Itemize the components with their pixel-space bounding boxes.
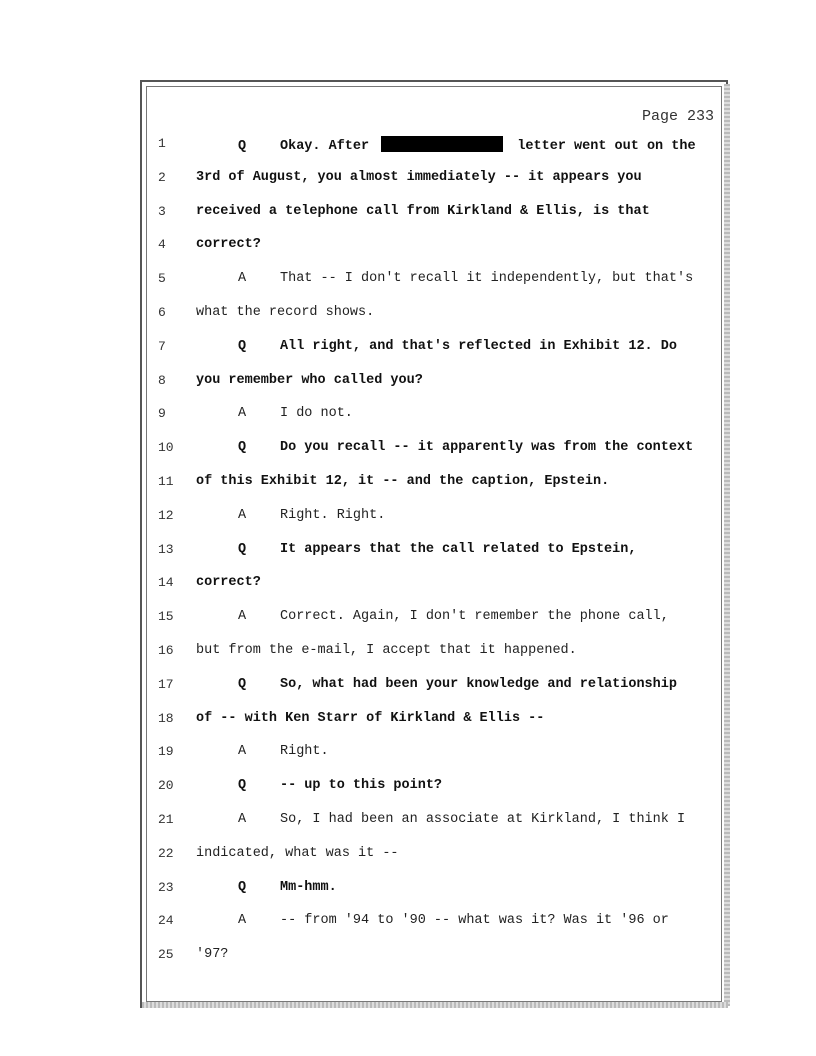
line-content: Do you recall -- it apparently was from the context	[280, 440, 694, 456]
line-number: 16	[158, 643, 174, 658]
line-number: 22	[158, 845, 174, 861]
line-number: 23	[158, 879, 174, 895]
speaker-label: A	[238, 812, 247, 827]
line-text	[238, 508, 385, 523]
line-number: 15	[158, 609, 174, 625]
line-content: received a telephone call from Kirkland & Ellis, is that	[196, 203, 650, 219]
line-number: 11	[158, 474, 174, 489]
line-content: of -- with Ken Starr of Kirkland & Ellis --	[196, 710, 545, 726]
line-number: 18	[158, 710, 174, 726]
line-text	[196, 947, 228, 962]
transcript-line	[0, 677, 816, 697]
transcript-line	[0, 913, 816, 933]
line-number: 4	[158, 237, 166, 253]
line-text	[238, 406, 353, 421]
transcript-line	[0, 305, 816, 325]
line-text	[238, 440, 693, 455]
line-content: All right, and that's reflected in Exhibit 12. Do	[280, 338, 677, 354]
line-content: Right.	[280, 744, 329, 760]
line-text	[238, 542, 636, 557]
transcript-line	[0, 643, 816, 663]
line-text-part: Okay. After	[280, 139, 378, 154]
line-number: 12	[158, 507, 174, 523]
line-number: 13	[158, 541, 174, 557]
transcript-line	[0, 744, 816, 764]
line-number: 3	[158, 203, 166, 219]
line-text	[196, 373, 423, 388]
speaker-label: A	[238, 913, 247, 929]
line-text	[196, 846, 399, 861]
line-text	[238, 913, 669, 928]
speaker-label: A	[238, 609, 247, 625]
line-number: 10	[158, 440, 174, 456]
line-number: 2	[158, 169, 166, 185]
transcript-line	[0, 508, 816, 528]
transcript-line	[0, 880, 816, 900]
speaker-label: Q	[238, 676, 247, 692]
line-content: but from the e-mail, I accept that it happened.	[196, 643, 577, 658]
transcript-line	[0, 170, 816, 190]
line-text	[238, 609, 669, 624]
line-text	[196, 575, 261, 590]
transcript-line	[0, 947, 816, 967]
speaker-label: Q	[238, 440, 247, 456]
transcript-line	[0, 237, 816, 257]
line-content: It appears that the call related to Epstein,	[280, 541, 637, 557]
line-text	[238, 778, 442, 793]
line-text	[238, 812, 685, 827]
line-number: 21	[158, 812, 174, 827]
transcript-line	[0, 609, 816, 629]
speaker-label: Q	[238, 879, 247, 895]
redaction-block	[381, 136, 503, 152]
line-number: 20	[158, 778, 174, 794]
line-content: Mm-hmm.	[280, 879, 337, 895]
speaker-label: A	[238, 507, 247, 523]
line-content: So, I had been an associate at Kirkland, I think I	[280, 812, 686, 827]
speaker-label: A	[238, 744, 247, 760]
line-content: That -- I don't recall it independently, but that's	[280, 271, 694, 287]
line-content: correct?	[196, 237, 261, 253]
transcript-line	[0, 406, 816, 426]
line-content: So, what had been your knowledge and relationship	[280, 676, 677, 692]
line-text	[238, 339, 677, 354]
transcript-line	[0, 474, 816, 494]
transcript-line	[0, 711, 816, 731]
line-content: you remember who called you?	[196, 372, 423, 388]
transcript-line	[0, 575, 816, 595]
speaker-label: A	[238, 406, 247, 422]
line-text-part: letter went out on the	[509, 139, 696, 154]
page-border-shadow-bottom	[142, 1002, 728, 1008]
line-number: 17	[158, 676, 174, 692]
speaker-label: Q	[238, 541, 247, 557]
line-content: '97?	[196, 947, 229, 963]
line-number: 24	[158, 913, 174, 929]
line-number: 25	[158, 947, 174, 963]
line-text	[238, 744, 329, 759]
transcript-line	[0, 846, 816, 866]
transcript-line	[0, 812, 816, 832]
line-content: correct?	[196, 575, 261, 591]
line-text	[238, 271, 693, 286]
line-number: 9	[158, 406, 166, 422]
line-content: -- up to this point?	[280, 778, 443, 794]
line-number: 6	[158, 305, 166, 320]
line-text	[196, 237, 261, 252]
line-content: I do not.	[280, 406, 353, 422]
line-text	[196, 204, 650, 219]
line-number: 8	[158, 372, 166, 388]
line-number: 5	[158, 271, 166, 287]
page-number-label: Page 233	[641, 108, 714, 125]
speaker-label: A	[238, 271, 247, 287]
transcript-line	[0, 136, 816, 156]
speaker-label: Q	[238, 139, 247, 154]
line-number: 7	[158, 338, 166, 354]
line-text	[238, 880, 337, 895]
line-content: indicated, what was it --	[196, 845, 399, 861]
line-number: 19	[158, 744, 174, 760]
line-content: Right. Right.	[280, 507, 386, 523]
line-text	[196, 170, 642, 185]
line-content: what the record shows.	[196, 305, 375, 320]
line-content: of this Exhibit 12, it -- and the caption, Epstein.	[196, 474, 610, 489]
speaker-label: Q	[238, 338, 247, 354]
line-text	[238, 677, 677, 692]
transcript-line	[0, 542, 816, 562]
line-number: 14	[158, 575, 174, 591]
line-number: 1	[158, 136, 166, 151]
transcript-line	[0, 339, 816, 359]
transcript-line	[0, 440, 816, 460]
transcript-line	[0, 373, 816, 393]
line-text	[238, 136, 696, 154]
transcript-line	[0, 204, 816, 224]
transcript-line	[0, 271, 816, 291]
line-text	[196, 474, 609, 489]
line-content: -- from '94 to '90 -- what was it? Was it '96 or	[280, 913, 669, 929]
line-text	[196, 643, 577, 658]
speaker-label: Q	[238, 778, 247, 794]
transcript-line	[0, 778, 816, 798]
line-content: Correct. Again, I don't remember the phone call,	[280, 609, 669, 625]
line-text	[196, 711, 544, 726]
line-text	[196, 305, 374, 320]
line-content: 3rd of August, you almost immediately -- it appears you	[196, 169, 642, 185]
